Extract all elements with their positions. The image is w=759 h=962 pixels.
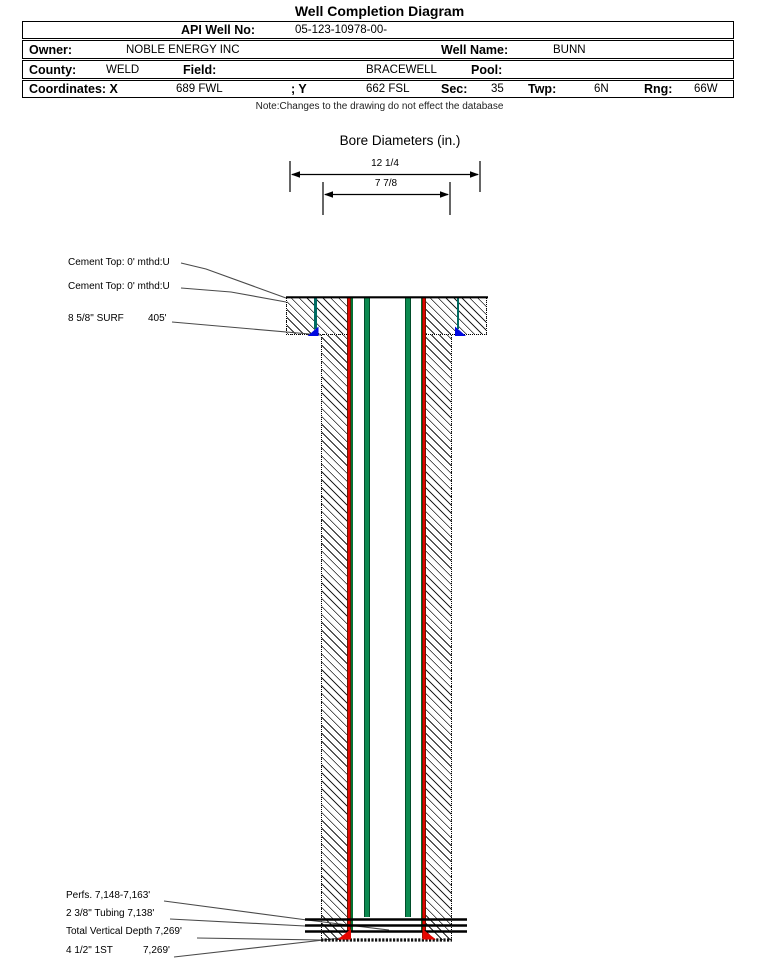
surface-casing-string-left — [314, 298, 317, 329]
bore-diameters-title: Bore Diameters (in.) — [339, 133, 461, 148]
page-title: Well Completion Diagram — [294, 3, 465, 19]
leader-lines — [164, 263, 389, 957]
borehole-wall-left — [321, 335, 347, 940]
header-row-coordinates — [22, 80, 734, 98]
perfs-annotation: Perfs. 7,148-7,163' — [66, 890, 151, 901]
surface-casing-depth: 405' — [148, 313, 167, 324]
coordinates-x-value: 689 FWL — [176, 83, 223, 95]
leader-cement-top-1 — [181, 263, 286, 298]
coordinates-x-label: Coordinates: X — [29, 82, 118, 96]
rng-value: 66W — [694, 83, 718, 95]
borehole-wall-right — [426, 335, 452, 940]
surface-casing-annotation: 8 5/8" SURF — [68, 313, 124, 324]
owner-label: Owner: — [29, 42, 73, 57]
surface-casing-wall-left — [286, 298, 347, 335]
sec-label: Sec: — [441, 82, 468, 96]
header-row-county — [22, 60, 734, 79]
field-value: BRACEWELL — [366, 63, 437, 76]
county-value: WELD — [106, 63, 140, 76]
tubing-string-right — [405, 298, 411, 917]
header-row-owner — [22, 40, 734, 59]
owner-value: NOBLE ENERGY INC — [126, 43, 240, 56]
header-row-api — [22, 21, 734, 39]
leader-perfs — [164, 901, 389, 930]
well-name-value: BUNN — [553, 43, 586, 56]
sec-value: 35 — [491, 83, 504, 95]
tvd-annotation: Total Vertical Depth 7,269' — [66, 926, 182, 937]
coordinates-y-label: ; Y — [291, 82, 307, 96]
cement-top-annotation-2: Cement Top: 0' mthd:U — [68, 281, 170, 292]
field-label: Field: — [183, 62, 217, 77]
outer-bore-diameter-label: 12 1/4 — [371, 158, 399, 169]
arrowhead-left-outer — [291, 171, 300, 177]
surface-casing-string-right — [457, 298, 460, 329]
production-casing-annotation: 4 1/2" 1ST — [66, 945, 113, 956]
production-casing-depth: 7,269' — [143, 945, 170, 956]
leader-tubing — [170, 919, 305, 926]
api-well-no-label: API Well No: — [181, 23, 256, 37]
cement-top-annotation-1: Cement Top: 0' mthd:U — [68, 257, 170, 268]
rng-label: Rng: — [644, 82, 673, 96]
leader-production-casing — [174, 938, 341, 957]
well-name-label: Well Name: — [441, 42, 509, 57]
leader-cement-top-2 — [181, 288, 286, 302]
leader-tvd — [197, 938, 322, 940]
production-casing-string-left — [351, 298, 353, 932]
arrowhead-right-inner — [440, 191, 449, 197]
tubing-string-left — [364, 298, 370, 917]
inner-bore-diameter-label: 7 7/8 — [374, 178, 398, 189]
twp-value: 6N — [594, 83, 609, 95]
arrowhead-right-outer — [470, 171, 479, 177]
production-casing-cement-right — [422, 298, 426, 938]
database-note: Note:Changes to the drawing do not effect the database — [255, 101, 504, 112]
twp-label: Twp: — [528, 82, 557, 96]
arrowhead-left-inner — [324, 191, 333, 197]
county-label: County: — [29, 62, 77, 77]
tubing-annotation: 2 3/8" Tubing 7,138' — [66, 908, 155, 919]
pool-label: Pool: — [471, 62, 503, 77]
api-well-no-value: 05-123-10978-00- — [295, 24, 388, 36]
production-casing-string-right — [421, 298, 423, 932]
coordinates-y-value: 662 FSL — [366, 83, 410, 95]
